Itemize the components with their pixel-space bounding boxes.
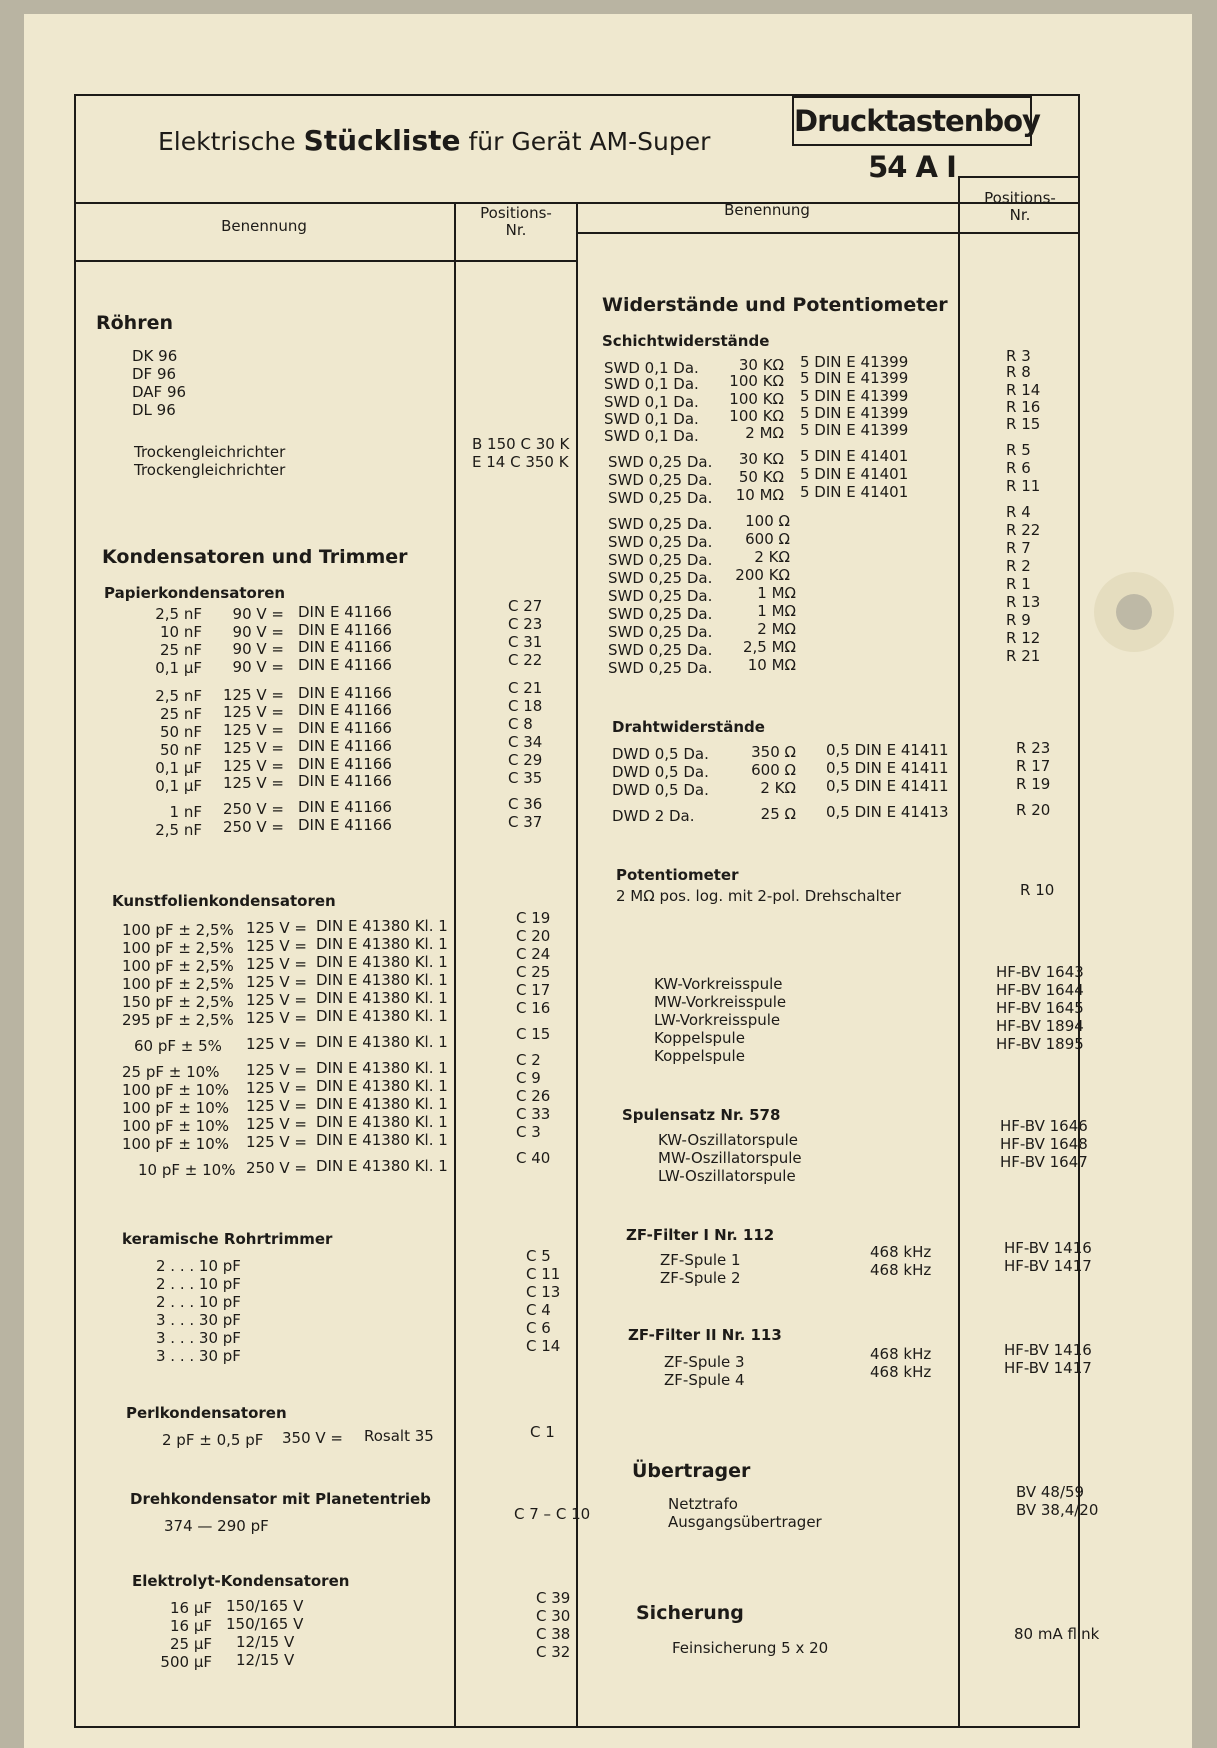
model-rule bbox=[958, 176, 1080, 178]
position: C 11 bbox=[526, 1265, 561, 1283]
position: C 31 bbox=[508, 633, 543, 651]
frequency: 468 kHz bbox=[870, 1345, 932, 1363]
header-rule-right bbox=[576, 232, 1080, 234]
subsection-elko: Elektrolyt-Kondensatoren bbox=[132, 1572, 350, 1590]
standard: DIN E 41166 bbox=[298, 684, 392, 702]
standard: 0,5 DIN E 41411 bbox=[826, 759, 949, 777]
fuse-pos: 80 mA flink bbox=[1014, 1625, 1100, 1643]
section-uebertrager: Übertrager bbox=[632, 1460, 751, 1482]
standard: 5 DIN E 41399 bbox=[800, 404, 909, 422]
capacitance: 2,5 nF bbox=[155, 687, 202, 705]
capacitance: 25 pF ± 10% bbox=[122, 1063, 220, 1081]
resistance: 1 MΩ bbox=[757, 602, 796, 620]
position: C 16 bbox=[516, 999, 551, 1017]
col-header-pos-left: Positions- Nr. bbox=[480, 204, 552, 239]
resistor-type: SWD 0,1 Da. bbox=[604, 393, 699, 411]
standard: DIN E 41166 bbox=[298, 656, 392, 674]
voltage: 90 V = bbox=[232, 623, 284, 641]
resistor-type: SWD 0,25 Da. bbox=[608, 551, 713, 569]
coil-name: KW-Oszillatorspule bbox=[658, 1131, 799, 1149]
position: C 36 bbox=[508, 795, 543, 813]
position: C 25 bbox=[516, 963, 551, 981]
tube-item: DF 96 bbox=[132, 365, 177, 383]
capacitance: 60 pF ± 5% bbox=[134, 1037, 222, 1055]
subsection-zf1: ZF-Filter I Nr. 112 bbox=[626, 1226, 775, 1244]
position: C 2 bbox=[516, 1051, 541, 1069]
capacitance: 3 . . . 30 pF bbox=[156, 1329, 241, 1347]
position: R 5 bbox=[1006, 441, 1031, 459]
position: R 23 bbox=[1016, 739, 1051, 757]
standard: DIN E 41166 bbox=[298, 603, 392, 621]
capacitance: 2 . . . 10 pF bbox=[156, 1275, 241, 1293]
rectifier-pos: E 14 C 350 K bbox=[472, 453, 569, 471]
standard: DIN E 41166 bbox=[298, 621, 392, 639]
standard: DIN E 41380 Kl. 1 bbox=[316, 1033, 448, 1051]
resistor-type: SWD 0,25 Da. bbox=[608, 659, 713, 677]
position: C 13 bbox=[526, 1283, 561, 1301]
position: R 14 bbox=[1006, 381, 1041, 399]
resistance: 600 Ω bbox=[745, 530, 790, 548]
coil-name: ZF-Spule 2 bbox=[660, 1269, 741, 1287]
capacitance: 100 pF ± 10% bbox=[122, 1081, 229, 1099]
dreh-cap: 374 — 290 pF bbox=[164, 1517, 269, 1535]
model-label: Drucktastenboy 54 A I bbox=[792, 96, 1032, 146]
resistance: 200 KΩ bbox=[735, 566, 790, 584]
col-header-name-left: Benennung bbox=[221, 217, 307, 235]
resistor-type: SWD 0,25 Da. bbox=[608, 471, 713, 489]
rectifier-pos: B 150 C 30 K bbox=[472, 435, 570, 453]
position: C 35 bbox=[508, 769, 543, 787]
voltage: 125 V = bbox=[223, 739, 284, 757]
header-rule-left bbox=[74, 260, 576, 262]
col-divider-3 bbox=[958, 176, 960, 1728]
voltage: 150/165 V bbox=[226, 1615, 304, 1633]
resistance: 100 KΩ bbox=[729, 372, 784, 390]
capacitance: 16 µF bbox=[169, 1617, 212, 1635]
position: C 38 bbox=[536, 1625, 571, 1643]
standard: DIN E 41380 Kl. 1 bbox=[316, 1157, 448, 1175]
capacitance: 0,1 µF bbox=[155, 659, 202, 677]
capacitance: 500 µF bbox=[160, 1653, 212, 1671]
position: R 1 bbox=[1006, 575, 1031, 593]
voltage: 125 V = bbox=[246, 1061, 307, 1079]
capacitance: 100 pF ± 10% bbox=[122, 1117, 229, 1135]
subsection-poti: Potentiometer bbox=[616, 866, 739, 884]
position: C 5 bbox=[526, 1247, 551, 1265]
standard: 5 DIN E 41401 bbox=[800, 483, 909, 501]
resistor-type: SWD 0,1 Da. bbox=[604, 359, 699, 377]
frequency: 468 kHz bbox=[870, 1261, 932, 1279]
standard: 5 DIN E 41399 bbox=[800, 387, 909, 405]
position: C 32 bbox=[536, 1643, 571, 1661]
capacitance: 150 pF ± 2,5% bbox=[122, 993, 234, 1011]
coil-name: LW-Vorkreisspule bbox=[654, 1011, 781, 1029]
voltage: 125 V = bbox=[246, 973, 307, 991]
capacitance: 0,1 µF bbox=[155, 777, 202, 795]
standard: 0,5 DIN E 41413 bbox=[826, 803, 949, 821]
standard: 5 DIN E 41399 bbox=[800, 369, 909, 387]
standard: DIN E 41380 Kl. 1 bbox=[316, 1113, 448, 1131]
position: BV 48/59 bbox=[1016, 1483, 1085, 1501]
tube-item: DAF 96 bbox=[132, 383, 187, 401]
position: HF-BV 1645 bbox=[996, 999, 1084, 1017]
subsection-papier: Papierkondensatoren bbox=[104, 584, 286, 602]
position: C 17 bbox=[516, 981, 551, 999]
resistor-type: SWD 0,25 Da. bbox=[608, 533, 713, 551]
position: C 14 bbox=[526, 1337, 561, 1355]
standard: DIN E 41166 bbox=[298, 816, 392, 834]
voltage: 125 V = bbox=[246, 1115, 307, 1133]
tube-item: DL 96 bbox=[132, 401, 176, 419]
standard: DIN E 41166 bbox=[298, 755, 392, 773]
position: R 22 bbox=[1006, 521, 1041, 539]
position: C 8 bbox=[508, 715, 533, 733]
poti-text: 2 MΩ pos. log. mit 2-pol. Drehschalter bbox=[616, 887, 902, 905]
subsection-dreh: Drehkondensator mit Planetentrieb bbox=[130, 1490, 431, 1508]
perl-volt: 350 V = bbox=[282, 1429, 343, 1447]
position: C 40 bbox=[516, 1149, 551, 1167]
voltage: 90 V = bbox=[232, 640, 284, 658]
position: C 15 bbox=[516, 1025, 551, 1043]
voltage: 90 V = bbox=[232, 605, 284, 623]
capacitance: 1 nF bbox=[169, 803, 202, 821]
position: C 21 bbox=[508, 679, 543, 697]
standard: DIN E 41380 Kl. 1 bbox=[316, 953, 448, 971]
position: HF-BV 1417 bbox=[1004, 1257, 1092, 1275]
resistance: 30 KΩ bbox=[738, 450, 784, 468]
section-roehren: Röhren bbox=[96, 312, 173, 334]
capacitance: 2,5 nF bbox=[155, 821, 202, 839]
position: R 9 bbox=[1006, 611, 1031, 629]
resistor-type: DWD 0,5 Da. bbox=[612, 763, 709, 781]
voltage: 125 V = bbox=[223, 757, 284, 775]
capacitance: 25 nF bbox=[160, 641, 202, 659]
voltage: 125 V = bbox=[246, 991, 307, 1009]
section-widerstaende: Widerstände und Potentiometer bbox=[602, 294, 948, 316]
capacitance: 2 . . . 10 pF bbox=[156, 1293, 241, 1311]
resistance: 2 MΩ bbox=[757, 620, 796, 638]
position: C 3 bbox=[516, 1123, 541, 1141]
voltage: 150/165 V bbox=[226, 1597, 304, 1615]
fuse-item: Feinsicherung 5 x 20 bbox=[672, 1639, 829, 1657]
voltage: 125 V = bbox=[246, 955, 307, 973]
standard: DIN E 41166 bbox=[298, 719, 392, 737]
resistor-type: SWD 0,25 Da. bbox=[608, 515, 713, 533]
position: R 3 bbox=[1006, 347, 1031, 365]
voltage: 125 V = bbox=[246, 1035, 307, 1053]
resistor-type: SWD 0,1 Da. bbox=[604, 427, 699, 445]
resistance: 2,5 MΩ bbox=[742, 638, 796, 656]
position: C 33 bbox=[516, 1105, 551, 1123]
capacitance: 3 . . . 30 pF bbox=[156, 1311, 241, 1329]
position: R 2 bbox=[1006, 557, 1031, 575]
coil-name: Koppelspule bbox=[654, 1047, 745, 1065]
position: HF-BV 1416 bbox=[1004, 1239, 1092, 1257]
coil-name: Koppelspule bbox=[654, 1029, 745, 1047]
standard: DIN E 41380 Kl. 1 bbox=[316, 1131, 448, 1149]
position: R 6 bbox=[1006, 459, 1031, 477]
position: R 17 bbox=[1016, 757, 1051, 775]
resistor-type: SWD 0,25 Da. bbox=[608, 489, 713, 507]
capacitance: 10 nF bbox=[160, 623, 202, 641]
position: R 7 bbox=[1006, 539, 1031, 557]
voltage: 250 V = bbox=[223, 818, 284, 836]
position: C 24 bbox=[516, 945, 551, 963]
position: C 20 bbox=[516, 927, 551, 945]
position: HF-BV 1894 bbox=[996, 1017, 1084, 1035]
resistor-type: SWD 0,1 Da. bbox=[604, 375, 699, 393]
standard: 0,5 DIN E 41411 bbox=[826, 741, 949, 759]
section-sicherung: Sicherung bbox=[636, 1602, 744, 1624]
capacitance: 16 µF bbox=[169, 1599, 212, 1617]
standard: DIN E 41380 Kl. 1 bbox=[316, 971, 448, 989]
resistance: 100 KΩ bbox=[729, 390, 784, 408]
resistor-type: SWD 0,25 Da. bbox=[608, 569, 713, 587]
position: C 22 bbox=[508, 651, 543, 669]
resistance: 10 MΩ bbox=[735, 486, 784, 504]
position: R 21 bbox=[1006, 647, 1041, 665]
col-divider-1 bbox=[454, 202, 456, 1728]
section-kondensatoren: Kondensatoren und Trimmer bbox=[102, 546, 408, 568]
position: R 15 bbox=[1006, 415, 1041, 433]
voltage: 250 V = bbox=[223, 800, 284, 818]
subsection-kunstfolie: Kunstfolienkondensatoren bbox=[112, 892, 336, 910]
capacitance: 10 pF ± 10% bbox=[138, 1161, 236, 1179]
resistance: 600 Ω bbox=[751, 761, 796, 779]
position: HF-BV 1417 bbox=[1004, 1359, 1092, 1377]
capacitance: 3 . . . 30 pF bbox=[156, 1347, 241, 1365]
perl-cap: 2 pF ± 0,5 pF bbox=[162, 1431, 264, 1449]
position: C 27 bbox=[508, 597, 543, 615]
resistance: 1 MΩ bbox=[757, 584, 796, 602]
voltage: 250 V = bbox=[246, 1159, 307, 1177]
standard: DIN E 41380 Kl. 1 bbox=[316, 917, 448, 935]
position: R 4 bbox=[1006, 503, 1031, 521]
dreh-pos: C 7 – C 10 bbox=[514, 1505, 591, 1523]
voltage: 90 V = bbox=[232, 658, 284, 676]
voltage: 125 V = bbox=[223, 774, 284, 792]
voltage: 125 V = bbox=[246, 1079, 307, 1097]
coil-name: ZF-Spule 1 bbox=[660, 1251, 741, 1269]
col-header-pos-right: Positions- Nr. bbox=[984, 189, 1056, 224]
standard: DIN E 41166 bbox=[298, 638, 392, 656]
resistance: 50 KΩ bbox=[738, 468, 784, 486]
frequency: 468 kHz bbox=[870, 1363, 932, 1381]
punch-hole bbox=[1116, 594, 1152, 630]
position: R 20 bbox=[1016, 801, 1051, 819]
coil-name: ZF-Spule 3 bbox=[664, 1353, 745, 1371]
position: C 37 bbox=[508, 813, 543, 831]
voltage: 125 V = bbox=[223, 721, 284, 739]
position: C 18 bbox=[508, 697, 543, 715]
voltage: 12/15 V bbox=[236, 1651, 295, 1669]
coil-name: MW-Vorkreisspule bbox=[654, 993, 787, 1011]
standard: 0,5 DIN E 41411 bbox=[826, 777, 949, 795]
position: R 11 bbox=[1006, 477, 1041, 495]
standard: 5 DIN E 41401 bbox=[800, 465, 909, 483]
resistance: 30 KΩ bbox=[738, 356, 784, 374]
capacitance: 25 nF bbox=[160, 705, 202, 723]
voltage: 125 V = bbox=[223, 686, 284, 704]
subsection-schicht: Schichtwiderstände bbox=[602, 332, 770, 350]
standard: DIN E 41380 Kl. 1 bbox=[316, 1007, 448, 1025]
capacitance: 100 pF ± 2,5% bbox=[122, 939, 234, 957]
voltage: 125 V = bbox=[246, 1133, 307, 1151]
resistance: 2 MΩ bbox=[745, 424, 784, 442]
resistance: 100 Ω bbox=[745, 512, 790, 530]
col-divider-2 bbox=[576, 202, 578, 1728]
position: C 4 bbox=[526, 1301, 551, 1319]
voltage: 125 V = bbox=[246, 1009, 307, 1027]
position: C 30 bbox=[536, 1607, 571, 1625]
capacitance: 50 nF bbox=[160, 741, 202, 759]
standard: DIN E 41380 Kl. 1 bbox=[316, 1077, 448, 1095]
capacitance: 100 pF ± 10% bbox=[122, 1099, 229, 1117]
capacitance: 25 µF bbox=[169, 1635, 212, 1653]
position: R 8 bbox=[1006, 363, 1031, 381]
resistance: 350 Ω bbox=[751, 743, 796, 761]
standard: DIN E 41166 bbox=[298, 772, 392, 790]
transformer: Netztrafo bbox=[668, 1495, 738, 1513]
position: C 39 bbox=[536, 1589, 571, 1607]
resistance: 100 KΩ bbox=[729, 407, 784, 425]
position: HF-BV 1895 bbox=[996, 1035, 1084, 1053]
position: C 19 bbox=[516, 909, 551, 927]
position: R 13 bbox=[1006, 593, 1041, 611]
standard: 5 DIN E 41399 bbox=[800, 353, 909, 371]
coil-name: KW-Vorkreisspule bbox=[654, 975, 783, 993]
resistor-type: SWD 0,25 Da. bbox=[608, 587, 713, 605]
capacitance: 100 pF ± 2,5% bbox=[122, 975, 234, 993]
position: HF-BV 1648 bbox=[1000, 1135, 1088, 1153]
voltage: 125 V = bbox=[246, 1097, 307, 1115]
position: C 34 bbox=[508, 733, 543, 751]
subsection-zf2: ZF-Filter II Nr. 113 bbox=[628, 1326, 782, 1344]
capacitance: 0,1 µF bbox=[155, 759, 202, 777]
capacitance: 100 pF ± 2,5% bbox=[122, 921, 234, 939]
voltage: 125 V = bbox=[246, 937, 307, 955]
perl-pos: C 1 bbox=[530, 1423, 555, 1441]
perl-type: Rosalt 35 bbox=[364, 1427, 434, 1445]
subsection-draht: Drahtwiderstände bbox=[612, 718, 765, 736]
resistance: 10 MΩ bbox=[747, 656, 796, 674]
position: R 16 bbox=[1006, 398, 1041, 416]
resistor-type: SWD 0,25 Da. bbox=[608, 453, 713, 471]
position: HF-BV 1416 bbox=[1004, 1341, 1092, 1359]
position: C 9 bbox=[516, 1069, 541, 1087]
resistance: 25 Ω bbox=[760, 805, 796, 823]
standard: DIN E 41380 Kl. 1 bbox=[316, 935, 448, 953]
position: C 23 bbox=[508, 615, 543, 633]
resistance: 2 KΩ bbox=[754, 548, 790, 566]
standard: 5 DIN E 41399 bbox=[800, 421, 909, 439]
position: R 12 bbox=[1006, 629, 1041, 647]
voltage: 12/15 V bbox=[236, 1633, 295, 1651]
capacitance: 295 pF ± 2,5% bbox=[122, 1011, 234, 1029]
capacitance: 50 nF bbox=[160, 723, 202, 741]
capacitance: 2 . . . 10 pF bbox=[156, 1257, 241, 1275]
resistance: 2 KΩ bbox=[760, 779, 796, 797]
resistor-type: SWD 0,25 Da. bbox=[608, 605, 713, 623]
capacitance: 100 pF ± 2,5% bbox=[122, 957, 234, 975]
coil-name: ZF-Spule 4 bbox=[664, 1371, 745, 1389]
resistor-type: DWD 0,5 Da. bbox=[612, 781, 709, 799]
voltage: 125 V = bbox=[246, 919, 307, 937]
tube-item: DK 96 bbox=[132, 347, 178, 365]
position: HF-BV 1644 bbox=[996, 981, 1084, 999]
standard: DIN E 41166 bbox=[298, 737, 392, 755]
position: C 29 bbox=[508, 751, 543, 769]
resistor-type: SWD 0,1 Da. bbox=[604, 410, 699, 428]
standard: DIN E 41166 bbox=[298, 701, 392, 719]
position: C 6 bbox=[526, 1319, 551, 1337]
resistor-type: DWD 0,5 Da. bbox=[612, 745, 709, 763]
subsection-spulensatz: Spulensatz Nr. 578 bbox=[622, 1106, 781, 1124]
position: R 19 bbox=[1016, 775, 1051, 793]
standard: DIN E 41166 bbox=[298, 798, 392, 816]
position: C 26 bbox=[516, 1087, 551, 1105]
transformer: Ausgangsübertrager bbox=[668, 1513, 822, 1531]
resistor-type: SWD 0,25 Da. bbox=[608, 641, 713, 659]
standard: 5 DIN E 41401 bbox=[800, 447, 909, 465]
frequency: 468 kHz bbox=[870, 1243, 932, 1261]
position: HF-BV 1647 bbox=[1000, 1153, 1088, 1171]
subsection-keramik: keramische Rohrtrimmer bbox=[122, 1230, 333, 1248]
position: HF-BV 1643 bbox=[996, 963, 1084, 981]
voltage: 125 V = bbox=[223, 703, 284, 721]
capacitance: 100 pF ± 10% bbox=[122, 1135, 229, 1153]
resistor-type: SWD 0,25 Da. bbox=[608, 623, 713, 641]
standard: DIN E 41380 Kl. 1 bbox=[316, 1059, 448, 1077]
position: HF-BV 1646 bbox=[1000, 1117, 1088, 1135]
capacitance: 2,5 nF bbox=[155, 605, 202, 623]
col-header-name-right: Benennung bbox=[724, 201, 810, 219]
standard: DIN E 41380 Kl. 1 bbox=[316, 1095, 448, 1113]
coil-name: MW-Oszillatorspule bbox=[658, 1149, 802, 1167]
page-title: Elektrische Stückliste für Gerät AM-Super bbox=[158, 124, 711, 157]
rectifier-item: Trockengleichrichter bbox=[134, 443, 286, 461]
resistor-type: DWD 2 Da. bbox=[612, 807, 695, 825]
subsection-perl: Perlkondensatoren bbox=[126, 1404, 287, 1422]
poti-pos: R 10 bbox=[1020, 881, 1055, 899]
standard: DIN E 41380 Kl. 1 bbox=[316, 989, 448, 1007]
rectifier-item: Trockengleichrichter bbox=[134, 461, 286, 479]
position: BV 38,4/20 bbox=[1016, 1501, 1099, 1519]
coil-name: LW-Oszillatorspule bbox=[658, 1167, 796, 1185]
